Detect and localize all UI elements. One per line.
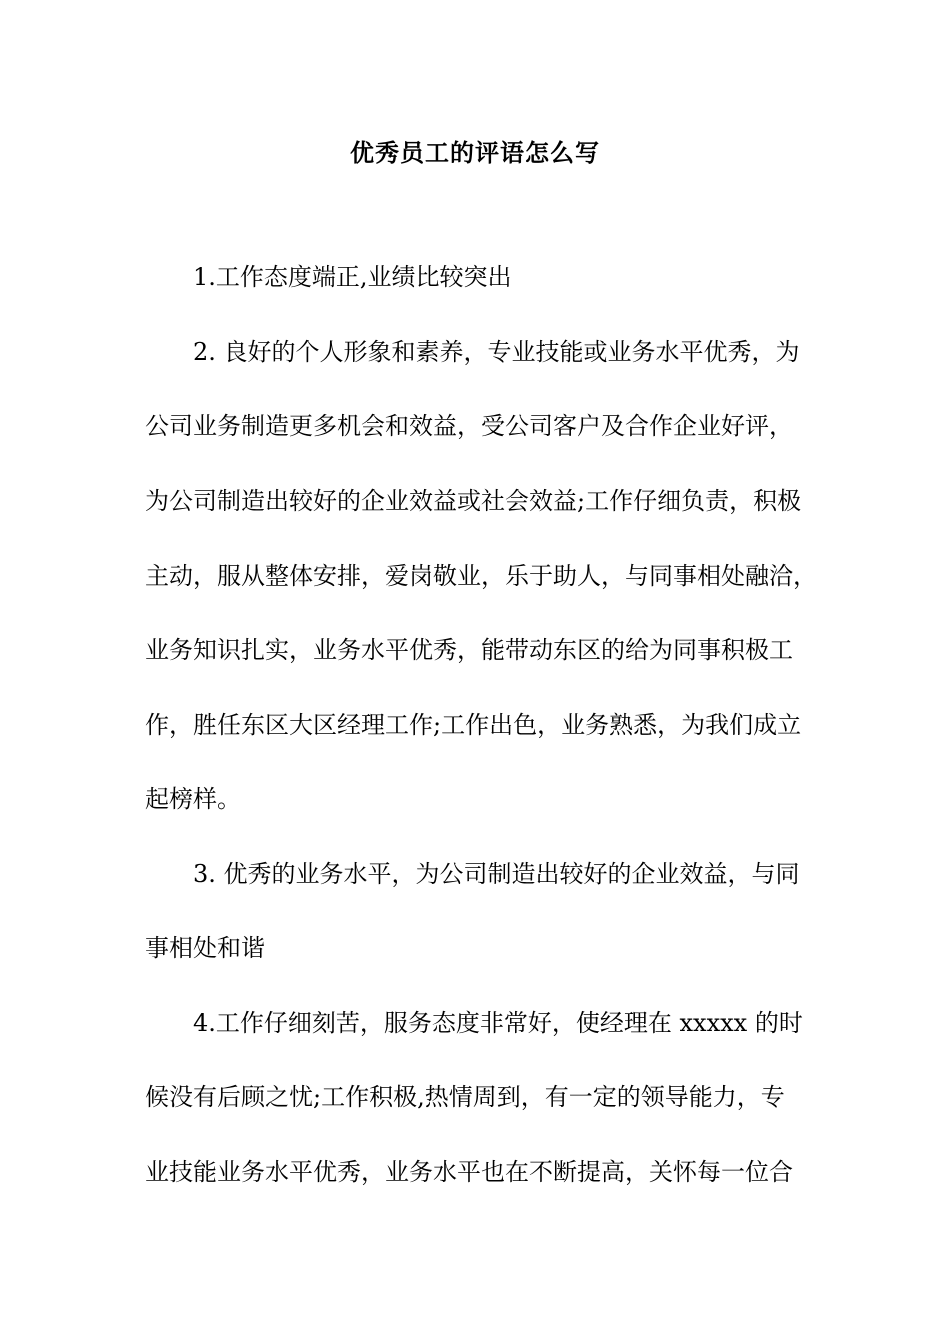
paragraph-3-line-2: 事相处和谐 (145, 934, 265, 962)
paragraph-3-line-1: 3. 优秀的业务水平，为公司制造出较好的企业效益，与同 (193, 860, 800, 888)
paragraph-2-line-4: 主动，服从整体安排，爱岗敬业，乐于助人，与同事相处融洽， (145, 562, 817, 590)
paragraph-1-line-1: 1.工作态度端正,业绩比较突出 (193, 263, 512, 291)
paragraph-2-line-7: 起榜样。 (145, 785, 241, 813)
paragraph-2-line-2: 公司业务制造更多机会和效益，受公司客户及合作企业好评， (145, 412, 793, 440)
paragraph-2-line-1: 2. 良好的个人形象和素养，专业技能或业务水平优秀，为 (193, 338, 800, 366)
paragraph-4-line-1: 4.工作仔细刻苦，服务态度非常好，使经理在 xxxxx 的时 (193, 1009, 803, 1037)
paragraph-4-line-3: 业技能业务水平优秀，业务水平也在不断提高，关怀每一位合 (145, 1158, 793, 1186)
paragraph-2-line-6: 作，胜任东区大区经理工作;工作出色，业务熟悉，为我们成立 (145, 711, 802, 739)
paragraph-2-line-5: 业务知识扎实，业务水平优秀，能带动东区的给为同事积极工 (145, 636, 793, 664)
page-title: 优秀员工的评语怎么写 (350, 138, 600, 167)
paragraph-4-line-2: 候没有后顾之忧;工作积极,热情周到，有一定的领导能力，专 (145, 1083, 785, 1111)
paragraph-2-line-3: 为公司制造出较好的企业效益或社会效益;工作仔细负责，积极 (145, 487, 802, 515)
